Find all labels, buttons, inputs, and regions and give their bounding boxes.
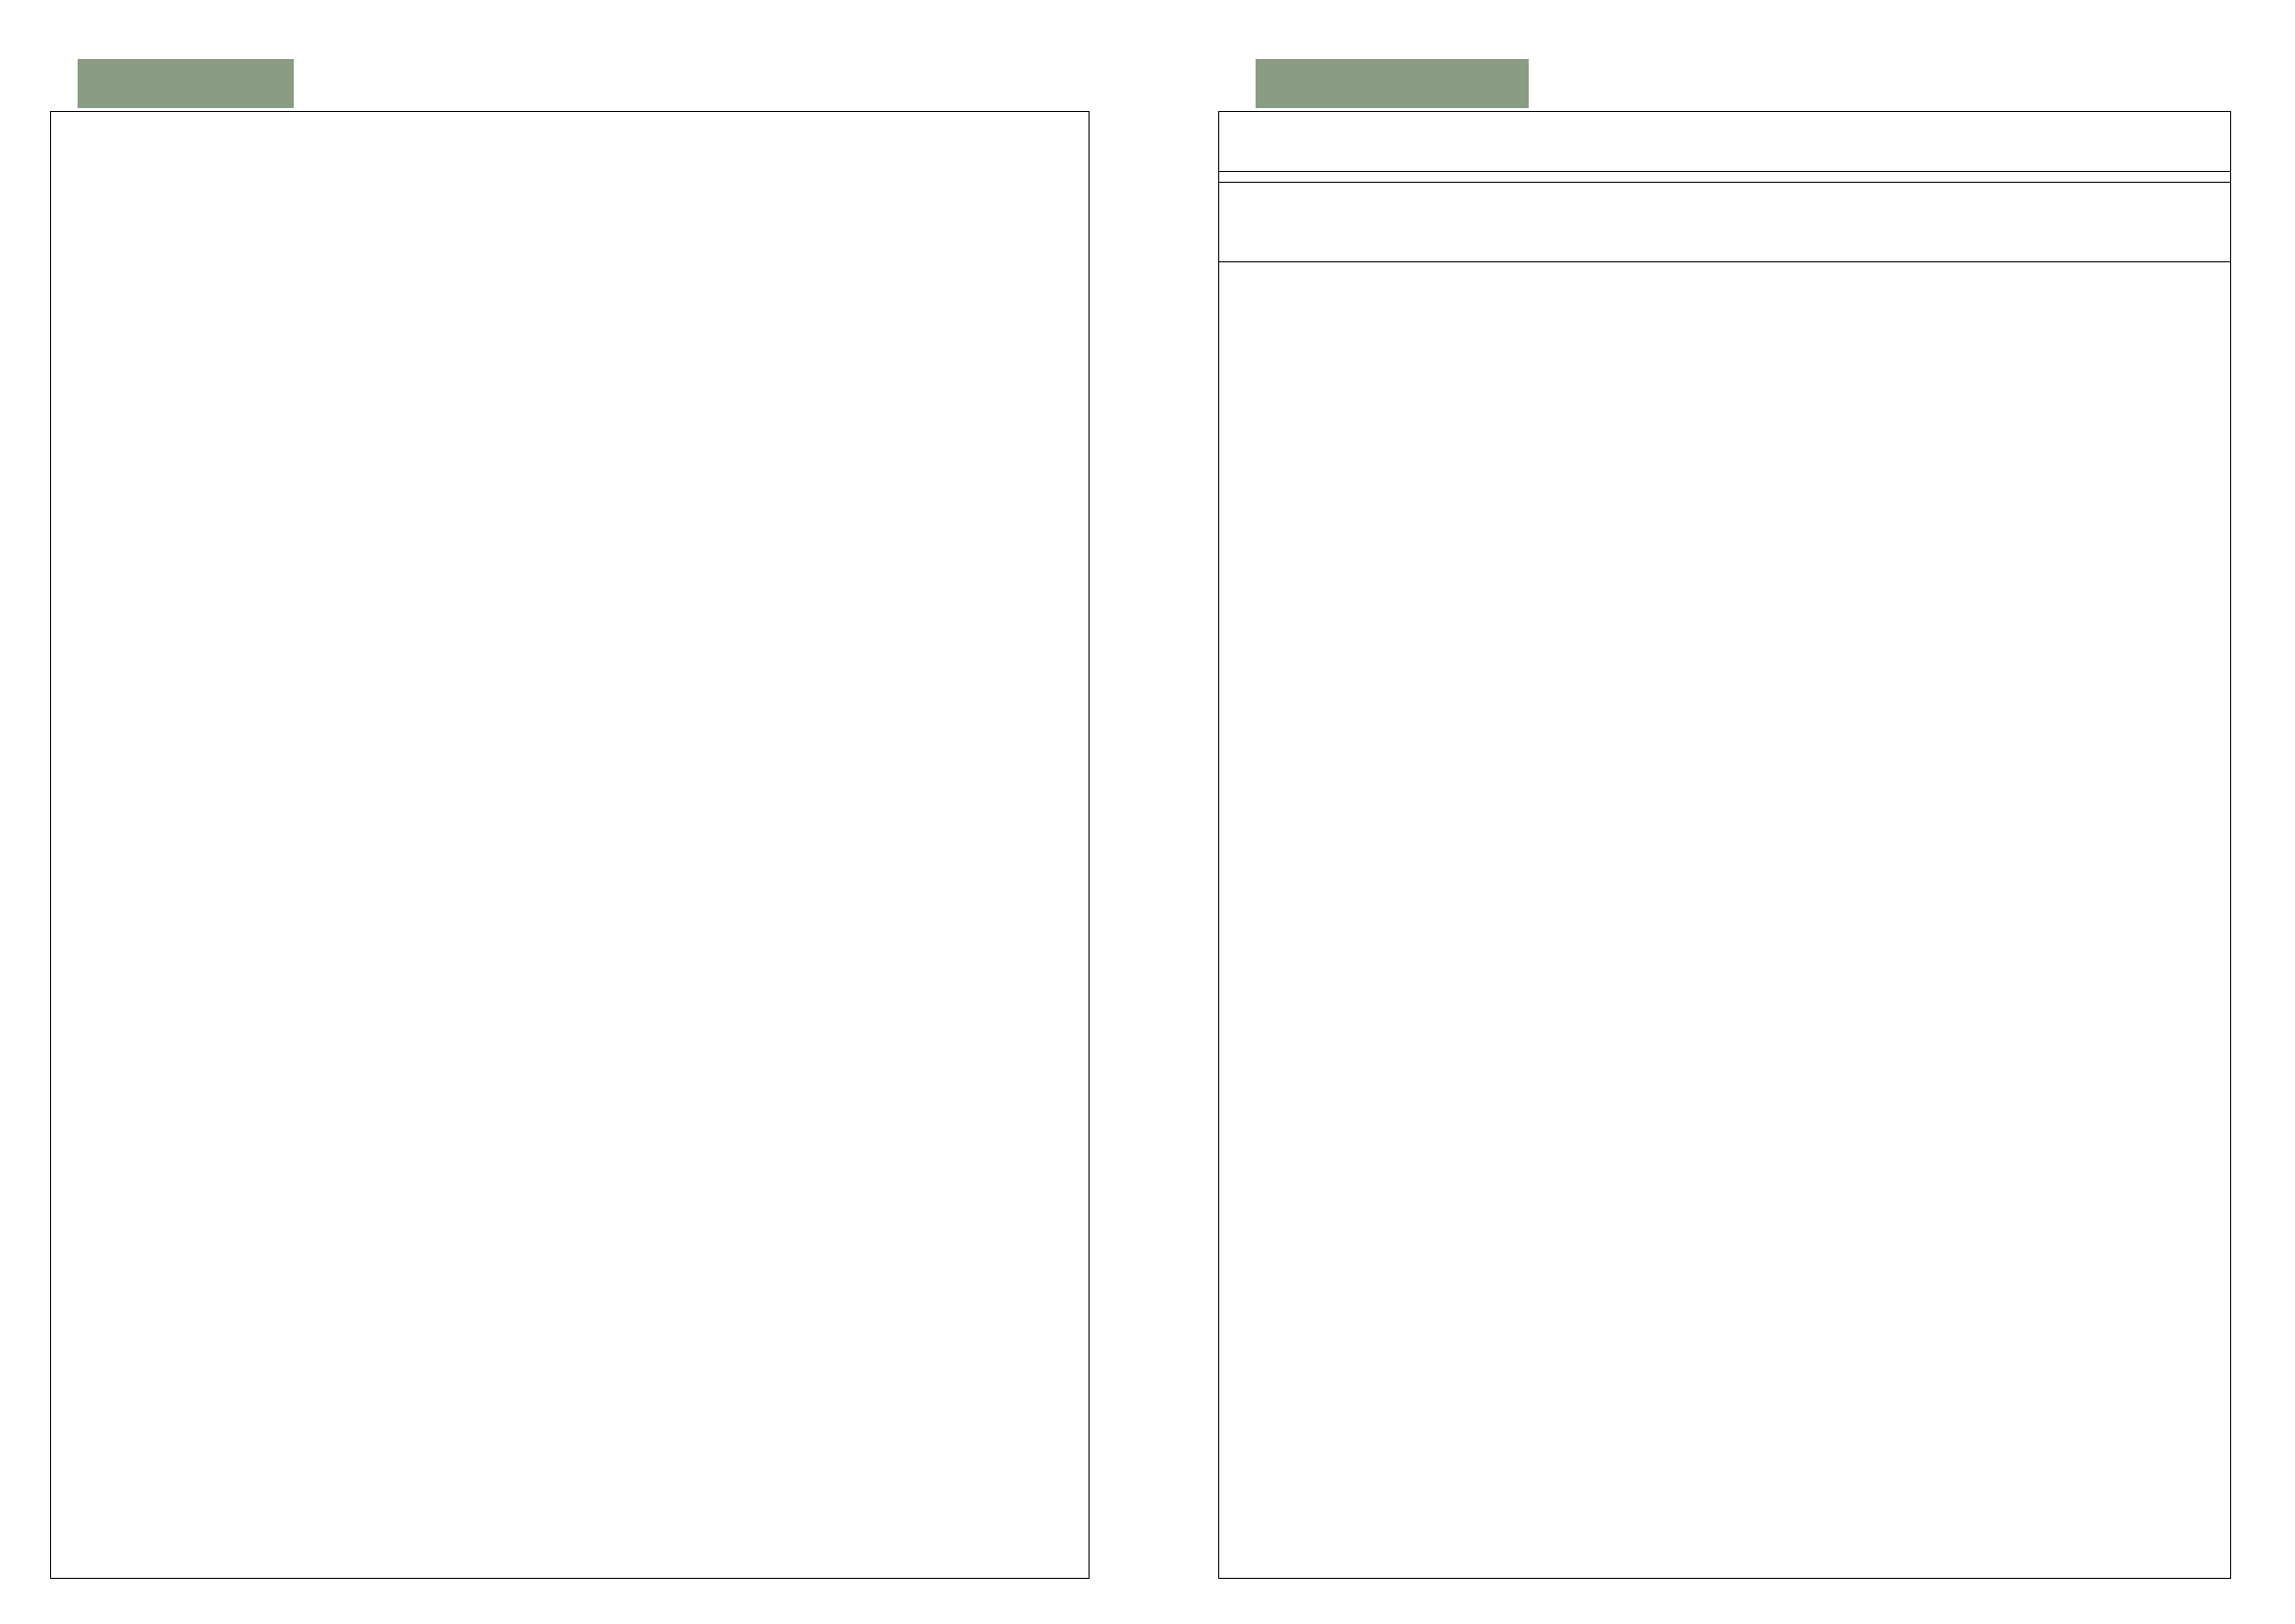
- sermon-body: [1219, 172, 2230, 182]
- right-section-tab: [1256, 59, 1529, 108]
- left-section-tab: [78, 59, 294, 108]
- mission-title: [1219, 262, 2230, 280]
- mission-section: [1219, 261, 2230, 280]
- grace-section: [1219, 182, 2230, 261]
- sermon-header: [1219, 112, 2230, 172]
- report-panel: [50, 111, 1090, 1579]
- sermon-panel: [1218, 111, 2231, 1579]
- grace-title: [1219, 183, 2230, 193]
